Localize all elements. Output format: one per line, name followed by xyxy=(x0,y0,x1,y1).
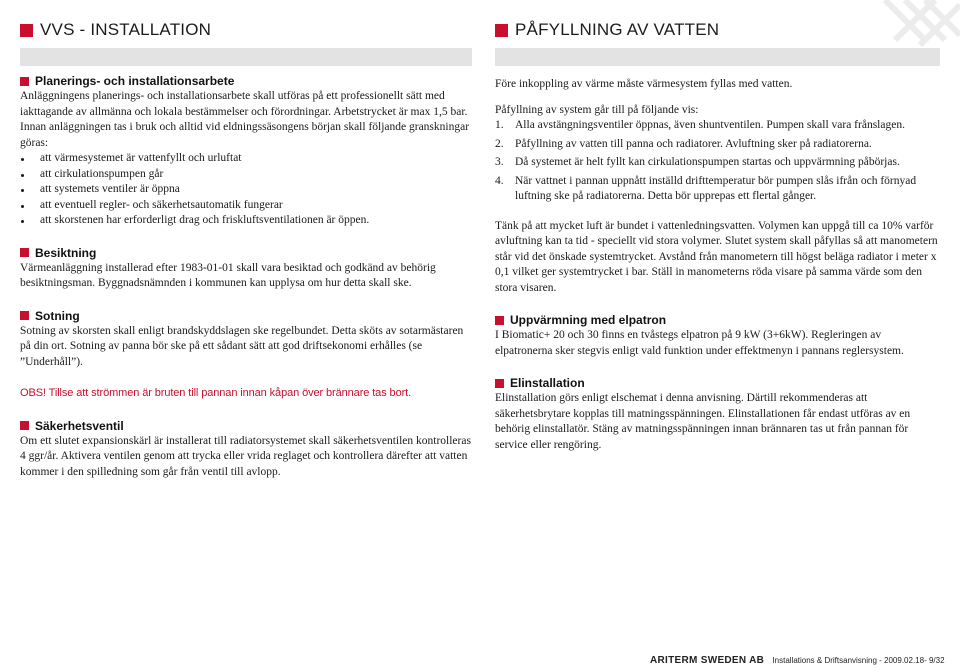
red-square-icon xyxy=(495,316,504,325)
checklist-item: att värmesystemet är vattenfyllt och urluftat xyxy=(20,151,472,167)
besiktning-text: Värmeanläggning installerad efter 1983-01-01 skall vara besiktad och godkänd av behörig besiktningsman. Byggnadsnämnden i kommunen kan upplysa om hur detta skall ske. xyxy=(20,261,436,289)
footer-brand: ARITERM SWEDEN AB xyxy=(650,655,765,666)
red-square-icon xyxy=(495,24,508,37)
elpatron-heading: Uppvärmning med elpatron xyxy=(495,312,940,328)
red-square-icon xyxy=(20,421,29,430)
step-item xyxy=(495,137,940,153)
steps-list xyxy=(495,118,940,205)
red-square-icon xyxy=(20,248,29,257)
red-square-icon xyxy=(20,77,29,86)
step-text: Alla avstängningsventiler öppnas, även shuntventilen. Pumpen skall vara frånslagen. xyxy=(515,119,905,131)
step-item xyxy=(495,118,940,134)
checklist-item: att skorstenen har erforderligt drag och friskluftsventilationen är öppen. xyxy=(20,213,472,229)
right-column-title xyxy=(495,20,719,40)
checklist-item: att cirkulationspumpen går xyxy=(20,167,472,183)
step-item xyxy=(495,174,940,205)
right-column xyxy=(495,77,940,453)
besiktning-heading: Besiktning xyxy=(20,245,472,261)
elinstallation-text: Elinstallation görs enligt elschemat i denna anvisning. Därtill rekommenderas att säkerhetsbrytare kopplas till matningsspänningen. Elinstallationen får endast utföras av en behörig elinstallatör. Stäng av matningsspänningen innan brännaren tas ut från pannan för service eller rengöring. xyxy=(495,392,911,451)
step-item xyxy=(495,155,940,171)
elpatron-text: I Biomatic+ 20 och 30 finns en tvåstegs elpatron på 9 kW (3+6kW). Regleringen av elpatronerna sker stegvis enligt vald funktion under effektmenyn i pannans reglersystem. xyxy=(495,329,904,357)
red-square-icon xyxy=(20,24,33,37)
checklist-item: att eventuell regler- och säkerhetsautomatik fungerar xyxy=(20,198,472,214)
checklist xyxy=(20,151,472,229)
step-number: 4. xyxy=(495,174,504,187)
planering-heading: Planerings- och installationsarbete xyxy=(20,73,472,89)
right-title-text: PÅFYLLNING AV VATTEN xyxy=(515,20,720,39)
obs-warning: OBS! Tillse att strömmen är bruten till pannan innan kåpan över brännare tas bort. xyxy=(20,387,412,399)
step-number: 2. xyxy=(495,137,504,150)
elinstallation-heading: Elinstallation xyxy=(495,375,940,391)
sakerhetsventil-heading: Säkerhetsventil xyxy=(20,418,472,434)
fill-intro: Före inkoppling av värme måste värmesystem fyllas med vatten. xyxy=(495,78,793,90)
step-text: Påfyllning av vatten till panna och radiatorer. Avluftning sker på radiatorerna. xyxy=(515,137,872,150)
step-text: När vattnet i pannan uppnått inställd drifttemperatur bör pumpen slås ifrån och förnyad luftning ske på radiatorerna. Detta bör upprepas ett flertal gånger. xyxy=(515,174,917,202)
page-footer xyxy=(650,655,945,666)
step-number: 1. xyxy=(495,119,504,131)
step-text: Då systemet är helt fyllt kan cirkulationspumpen startas och uppvärmning påbörjas. xyxy=(515,156,900,168)
left-column xyxy=(20,73,472,480)
planering-intro: Anläggningens planerings- och installationsarbete skall utföras på ett professionellt sätt med iakttagande av allmänna och lokala bestämmelser och förordningar. Arbetstrycket är max 1,5 bar. Innan anläggningen tas i bruk och alltid vid eldningssäsongens början skall följande granskningar göras: xyxy=(20,90,470,149)
sotning-heading: Sotning xyxy=(20,308,472,324)
sakerhetsventil-text: Om ett slutet expansionskärl är installerat till radiatorsystemet skall säkerhetsventilen kontrolleras 4 ggr/år. Aktivera ventilen genom att trycka eller vrida reglaget och kontrollera därefter att vatten kommer i den spilledning som går från ventil till avlopp. xyxy=(20,434,471,478)
checklist-item: att systemets ventiler är öppna xyxy=(20,182,472,198)
left-title-text: VVS - INSTALLATION xyxy=(40,20,212,39)
step-number: 3. xyxy=(495,156,504,168)
footer-doc-info: Installations & Driftsanvisning - 2009.02.18- 9/32 xyxy=(772,656,945,665)
air-note: Tänk på att mycket luft är bundet i vattenledningsvatten. Volymen kan uppgå till ca 10% varför avluftning kan ta tid - speciellt vid stora volymer. Slutet system skall påfyllas så att manometern står vid det önskade systemtrycket. Avstånd från manometern till högst beläga radiator i meter x 0,1 vilket ger systemtrycket i bar. Ställ in manometerns röda visare på samma värde som den stora visaren. xyxy=(495,219,938,294)
red-square-icon xyxy=(20,311,29,320)
sotning-text: Sotning av skorsten skall enligt brandskyddslagen ske regelbundet. Detta sköts av sotarmästaren på din ort. Sotning av panna bör ske på ett sådant sätt att god driftsekonomi erhålles (se ”Underhåll”). xyxy=(20,324,464,368)
steps-intro: Påfyllning av system går till på följande vis: xyxy=(495,103,699,116)
left-divider-bar xyxy=(20,48,472,66)
left-column-title xyxy=(20,20,211,40)
red-square-icon xyxy=(495,379,504,388)
right-divider-bar xyxy=(495,48,940,66)
